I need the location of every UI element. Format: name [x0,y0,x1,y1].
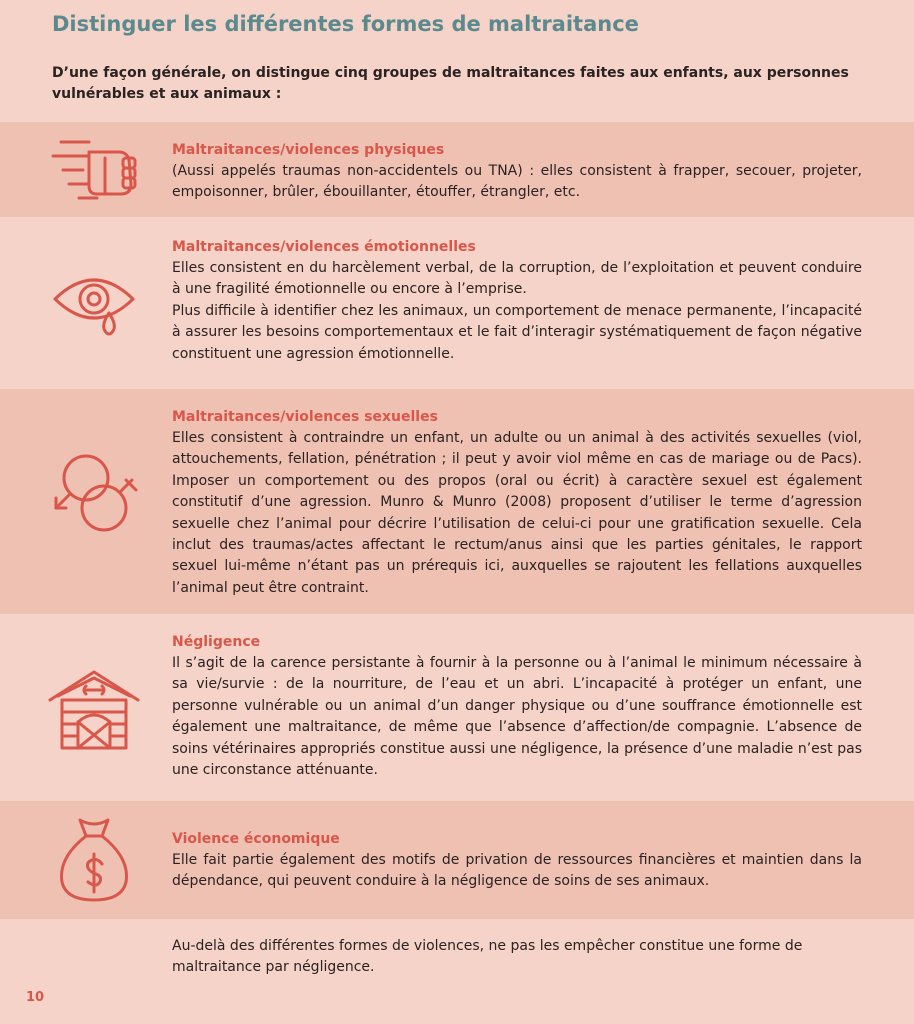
intro-text: D’une façon générale, on distingue cinq groupes de maltraitances faites aux enfants, aux personnes vulnérables et aux animaux : [52,65,849,102]
section-heading: Négligence [172,634,261,650]
section-body: Elles consistent en du harcèlement verbal, de la corruption, de l’exploitation et peuvent conduire à une fragilité émotionnelle ou encore à l’emprise. [172,260,862,298]
section-heading: Maltraitances/violences sexuelles [172,409,438,425]
section-body: Plus difficile à identifier chez les animaux, un comportement de menace permanente, l’incapacité à assurer les besoins comportementaux et le fait d’interagir systématiquement de façon négative constituent une agression émotionnelle. [172,302,862,362]
section-economic [0,801,914,919]
section-body: Il s’agit de la carence persistante à fournir à la personne ou à l’animal le minimum nécessaire à sa vie/survie : de la nourriture, de l’eau et un abri. L’incapacité à protéger un enfant, une personne vulnérable ou un animal d’un danger physique ou d’une souffrance émotionnelle est également une maltraitance, de même que l’absence d’affection/de compagnie. L’absence de soins vétérinaires appropriés constitue aussi une négligence, la présence d’une maladie n’est pas une circonstance atténuante. [172,655,862,779]
closing-text: Au-delà des différentes formes de violences, ne pas les empêcher constitue une forme de maltraitance par négligence. [172,938,803,975]
section-neglect [0,614,914,801]
crying-eye-icon [44,263,144,343]
section-heading: Maltraitances/violences émotionnelles [172,239,476,255]
section-sexual [0,389,914,614]
page-number: 10 [26,990,45,1005]
section-body: Elle fait partie également des motifs de privation de ressources financières et maintien dans la dépendance, qui peuvent conduire à la négligence de soins de ses animaux. [172,852,862,890]
section-emotional [0,217,914,389]
section-body: (Aussi appelés traumas non-accidentels ou TNA) : elles consistent à frapper, secouer, projeter, empoisonner, brûler, ébouillanter, étouffer, étrangler, etc. [172,163,862,201]
section-heading: Violence économique [172,831,340,847]
gender-symbols-icon [44,439,144,549]
page-title: Distinguer les différentes formes de maltraitance [52,12,639,36]
money-bag-icon [44,813,144,905]
section-heading: Maltraitances/violences physiques [172,142,445,158]
dog-house-icon [44,664,144,754]
section-physical [0,122,914,217]
fist-icon [44,130,144,210]
section-body: Elles consistent à contraindre un enfant, un adulte ou un animal à des activités sexuelles (viol, attouchements, fellation, pénétration ; il peut y avoir viol même en cas de mariage ou de Pacs). Imposer un comportement ou des propos (oral ou écrit) à caractère sexuel est également constitutif d’une agression. Munro & Munro (2008) proposent d’utiliser le terme d’agression sexuelle chez l’animal pour décrire l’utilisation de celui-ci pour une gratification sexuelle. Cela inclut des traumas/actes affectant le rectum/anus ainsi que les parties génitales, le rapport sexuel lui-même n’étant pas un prérequis ici, auxquelles se rajoutent les fellations auxquelles l’animal peut être contraint. [172,430,862,596]
